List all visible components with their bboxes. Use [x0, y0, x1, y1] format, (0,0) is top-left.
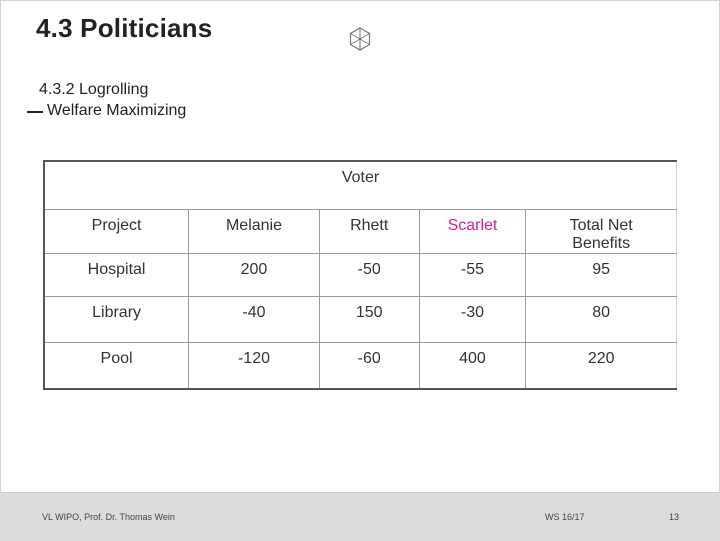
cell-scarlet: 400	[419, 343, 526, 390]
cell-scarlet: -30	[419, 297, 526, 343]
column-header-scarlet: Scarlet	[419, 210, 526, 254]
footer-page-number: 13	[669, 512, 680, 522]
table-row	[44, 297, 677, 343]
bullet-text: Welfare Maximizing	[47, 102, 187, 119]
cell-total: 220	[526, 343, 677, 390]
cell-project: Pool	[44, 343, 189, 390]
university-logo-icon	[348, 26, 372, 52]
column-header-total	[526, 210, 677, 254]
cell-melanie: -120	[189, 343, 320, 390]
cell-project: Library	[44, 297, 189, 343]
cell-melanie: 200	[189, 254, 320, 297]
column-header-rhett: Rhett	[319, 210, 419, 254]
cell-scarlet: -55	[419, 254, 526, 297]
footer-semester: WS 16/17	[545, 512, 585, 522]
table-group-header-row	[44, 161, 677, 210]
cell-melanie: -40	[189, 297, 320, 343]
cell-rhett: -50	[319, 254, 419, 297]
column-header-project: Project	[44, 210, 189, 254]
table-row	[44, 343, 677, 390]
column-header-melanie: Melanie	[189, 210, 320, 254]
column-header-total-line2: Benefits	[572, 235, 631, 252]
footer-course-info: VL WIPO, Prof. Dr. Thomas Wein	[42, 512, 175, 522]
table-row	[44, 254, 677, 297]
slide-footer	[0, 492, 720, 541]
cell-total: 95	[526, 254, 677, 297]
table-header-row	[44, 210, 677, 254]
cell-rhett: -60	[319, 343, 419, 390]
logrolling-table	[43, 160, 677, 390]
section-subtitle: 4.3.2 Logrolling	[39, 81, 149, 98]
section-bullet	[27, 102, 186, 120]
voter-header: Voter	[44, 161, 677, 210]
cell-rhett: 150	[319, 297, 419, 343]
dash-bullet-icon	[27, 111, 43, 113]
slide-title: 4.3 Politicians	[36, 13, 213, 43]
cell-total: 80	[526, 297, 677, 343]
cell-project: Hospital	[44, 254, 189, 297]
column-header-total-line1: Total Net	[569, 217, 633, 234]
